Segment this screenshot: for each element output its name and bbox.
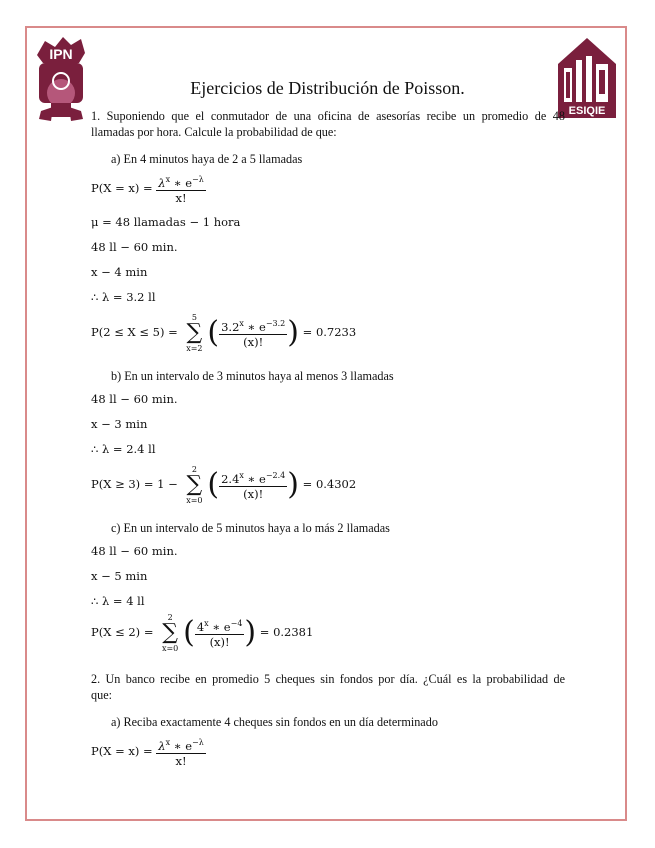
page-title: Ejercicios de Distribución de Poisson. — [190, 78, 465, 98]
proportion-b: x − 3 min — [91, 417, 148, 431]
poisson-formula-2: P(X = x) = $\frac{\lambda^x ∗ e^{-\lambda}}{x!}$ — [91, 738, 204, 768]
rate-c: 48 ll − 60 min. — [91, 544, 178, 558]
rate-a: 48 ll − 60 min. — [91, 240, 178, 254]
problem1-line2: llamadas por hora. Calcule la probabilidad de que: — [91, 125, 337, 139]
svg-text:IPN: IPN — [49, 46, 73, 62]
sum-b: P(X ≥ 3) = 1 − 2 ∑ x=0 ( $\frac{2.4^x ∗ e^{-2.4}}{(x)!}$ ) = 0.4302 — [91, 465, 357, 505]
problem2-part-a-label: a) Reciba exactamente 4 cheques sin fondos en un día determinado — [111, 715, 438, 729]
sum-a: P(2 ≤ X ≤ 5) = 5 ∑ x=2 ( $\frac{3.2^x ∗ e^{-3.2}}{(x)!}$ ) = 0.7233 — [91, 313, 357, 353]
problem1-part-a-label: a) En 4 minutos haya de 2 a 5 llamadas — [111, 152, 303, 166]
sum-c: P(X ≤ 2) = 2 ∑ x=0 ( $\frac{4^x ∗ e^{-4}}{(x)!}$ ) = 0.2381 — [91, 613, 314, 653]
poisson-formula: P(X = x) = $\frac{\lambda^x ∗ e^{-\lambda}}{x!}$ — [91, 175, 204, 205]
problem1-line1: 1. Suponiendo que el conmutador de una oficina de asesorías recibe un promedio de 48 — [91, 109, 565, 123]
rate-b: 48 ll − 60 min. — [91, 392, 178, 406]
problem2-line1: 2. Un banco recibe en promedio 5 cheques sin fondos por día. ¿Cuál es la probabilidad de — [91, 672, 565, 686]
mu-definition: μ = 48 llamadas − 1 hora — [91, 215, 241, 229]
problem1-part-b-label: b) En un intervalo de 3 minutos haya al menos 3 llamadas — [111, 369, 394, 383]
proportion-a: x − 4 min — [91, 265, 148, 279]
svg-text:ESIQIE: ESIQIE — [568, 105, 606, 117]
proportion-c: x − 5 min — [91, 569, 148, 583]
problem2-line2: que: — [91, 688, 112, 702]
lambda-c: ∴ λ = 4 ll — [91, 594, 145, 608]
lambda-b: ∴ λ = 2.4 ll — [91, 442, 156, 456]
problem1-part-c-label: c) En un intervalo de 5 minutos haya a lo más 2 llamadas — [111, 521, 390, 535]
lambda-a: ∴ λ = 3.2 ll — [91, 290, 156, 304]
